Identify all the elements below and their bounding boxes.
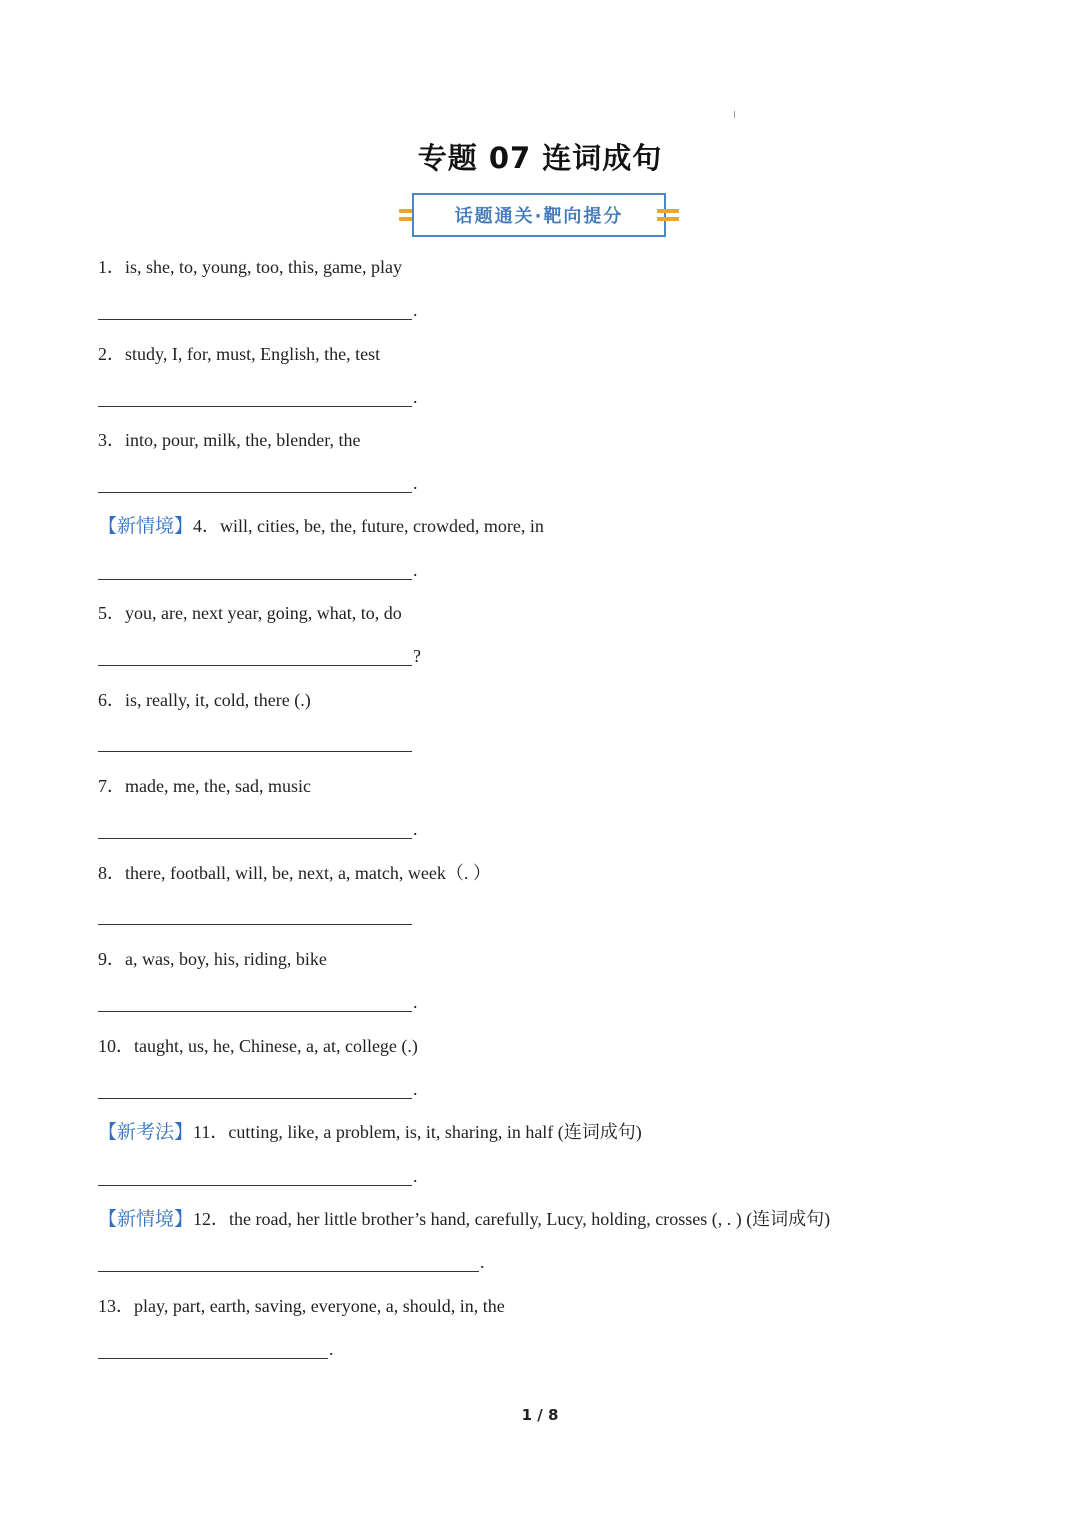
question-words: into, pour, milk, the, blender, the [125, 430, 361, 450]
question-4 [98, 514, 544, 538]
answer-line-6[interactable] [98, 733, 413, 752]
answer-line-13[interactable] [98, 1339, 334, 1359]
question-2 [98, 342, 380, 366]
question-words: taught, us, he, Chinese, a, at, college (.) [134, 1036, 418, 1056]
answer-line-12[interactable] [98, 1252, 485, 1272]
answer-punctuation: . [413, 387, 418, 407]
answer-line-11[interactable] [98, 1166, 418, 1186]
question-11 [98, 1120, 642, 1144]
question-number: 9． [98, 949, 125, 969]
question-words: the road, her little brother’s hand, carefully, Lucy, holding, crosses (, . ) (连词成句) [229, 1209, 831, 1229]
question-words: is, she, to, young, too, this, game, play [125, 257, 402, 277]
question-tag: 【新考法】 [98, 1121, 194, 1143]
answer-punctuation: . [413, 1079, 418, 1099]
answer-punctuation: . [413, 300, 418, 320]
question-words: a, was, boy, his, riding, bike [125, 949, 327, 969]
question-words: study, I, for, must, English, the, test [125, 344, 381, 364]
answer-punctuation: . [413, 560, 418, 580]
page-title: 专题 07 连词成句 [417, 141, 663, 175]
answer-line-5[interactable] [98, 646, 421, 666]
question-words: made, me, the, sad, music [125, 776, 311, 796]
answer-line-3[interactable] [98, 473, 418, 493]
page-number: 1 / 8 [521, 1406, 559, 1424]
answer-punctuation: . [413, 473, 418, 493]
answer-punctuation: . [480, 1252, 485, 1272]
margin-tick-mark [734, 111, 735, 118]
answer-line-7[interactable] [98, 819, 418, 839]
answer-punctuation: . [413, 819, 418, 839]
banner-right-decoration-icon [657, 205, 679, 225]
answer-line-2[interactable] [98, 387, 418, 407]
question-tag: 【新情境】 [98, 515, 194, 537]
question-tag: 【新情境】 [98, 1208, 194, 1230]
question-words: cutting, like, a problem, is, it, sharing, in half (连词成句) [228, 1122, 642, 1142]
answer-punctuation: . [329, 1339, 334, 1359]
answer-line-9[interactable] [98, 992, 418, 1012]
answer-line-1[interactable] [98, 300, 418, 320]
question-number: 4． [193, 516, 221, 536]
question-number: 5． [98, 603, 125, 623]
question-8 [98, 861, 491, 885]
question-9 [98, 947, 327, 971]
answer-punctuation: . [413, 992, 418, 1012]
question-5 [98, 601, 402, 625]
question-number: 7． [98, 776, 125, 796]
answer-line-4[interactable] [98, 560, 418, 580]
answer-line-10[interactable] [98, 1079, 418, 1099]
question-words: play, part, earth, saving, everyone, a, should, in, the [134, 1296, 505, 1316]
question-number: 12． [193, 1209, 230, 1229]
question-12 [98, 1207, 830, 1231]
question-number: 10． [98, 1036, 134, 1056]
question-1 [98, 255, 402, 279]
question-number: 3． [98, 430, 125, 450]
answer-punctuation: ? [413, 646, 421, 666]
answer-punctuation: . [413, 1166, 418, 1186]
question-7 [98, 774, 311, 798]
question-number: 13． [98, 1296, 134, 1316]
question-6 [98, 688, 311, 712]
question-words: you, are, next year, going, what, to, do [125, 603, 402, 623]
section-banner [412, 193, 666, 237]
question-3 [98, 428, 361, 452]
question-words: is, really, it, cold, there (.) [125, 690, 311, 710]
question-10 [98, 1034, 418, 1058]
answer-line-8[interactable] [98, 906, 413, 925]
question-words: there, football, will, be, next, a, match, week（. ） [125, 863, 491, 883]
question-number: 11． [193, 1122, 229, 1142]
question-number: 2． [98, 344, 125, 364]
question-number: 6． [98, 690, 125, 710]
question-number: 1． [98, 257, 125, 277]
question-number: 8． [98, 863, 125, 883]
question-13 [98, 1294, 505, 1318]
question-words: will, cities, be, the, future, crowded, more, in [220, 516, 544, 536]
section-banner-text: 话题通关·靶向提分 [454, 206, 624, 227]
